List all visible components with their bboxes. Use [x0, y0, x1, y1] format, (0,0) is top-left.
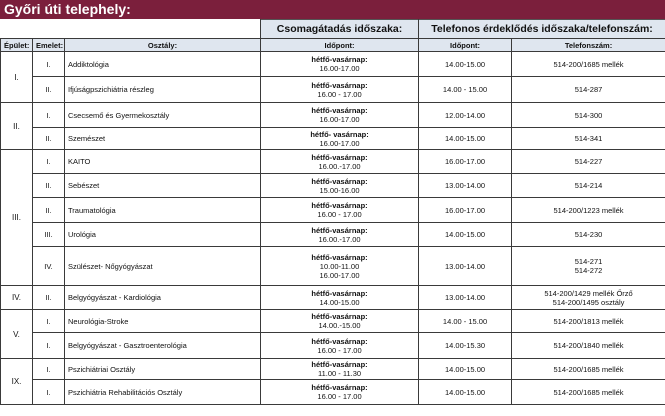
hours-label: 16.00 - 17.00	[317, 345, 362, 355]
floor-cell: II.	[33, 198, 65, 223]
phone-time-cell: 13.00-14.00	[419, 286, 512, 310]
header-package-time: Időpont:	[261, 39, 419, 52]
hours-label: 11.00 - 11.30	[317, 369, 362, 378]
department-cell: Szülészet- Nőgyógyászat	[65, 247, 261, 286]
hours-label: 16.00 - 17.00	[317, 392, 362, 401]
department-cell: Szemészet	[65, 128, 261, 150]
floor-cell: I.	[33, 52, 65, 77]
header-package-period: Csomagátadás időszaka:	[261, 20, 419, 39]
phone-time-cell: 14.00-15.30	[419, 333, 512, 359]
table-row	[1, 198, 665, 223]
hours-label: 10.00-11.00	[319, 261, 360, 271]
department-cell: Urológia	[65, 223, 261, 247]
days-label: hétfő-vasárnap:	[311, 152, 368, 162]
package-time-cell	[261, 174, 419, 198]
floor-cell: I.	[33, 333, 65, 359]
phone-number: 514-341	[574, 134, 603, 143]
table-row	[1, 247, 665, 286]
days-label: hétfő-vasárnap:	[311, 383, 368, 392]
package-time-cell	[261, 77, 419, 103]
package-time-cell	[261, 380, 419, 405]
table-row	[1, 359, 665, 380]
hours-label: 14.00-15.00	[319, 297, 360, 307]
floor-cell: I.	[33, 150, 65, 174]
days-label: hétfő-vasárnap:	[311, 360, 368, 369]
department-cell: Traumatológia	[65, 198, 261, 223]
header-department: Osztály:	[65, 39, 261, 52]
phone-number-cell	[512, 52, 665, 77]
hours-label: 14.00.-15.00	[318, 321, 361, 330]
table-row	[1, 77, 665, 103]
phone-time-cell: 14.00-15.00	[419, 359, 512, 380]
package-time-cell	[261, 52, 419, 77]
table-row	[1, 128, 665, 150]
table-row	[1, 174, 665, 198]
schedule-table	[0, 19, 665, 405]
phone-time-cell: 14.00 - 15.00	[419, 310, 512, 333]
phone-number: 514-200/1495 osztály	[552, 297, 625, 307]
department-cell: KAITO	[65, 150, 261, 174]
phone-number: 514-287	[574, 85, 603, 94]
table-row	[1, 150, 665, 174]
table-row	[1, 380, 665, 405]
phone-number-cell	[512, 77, 665, 103]
building-cell: V.	[1, 310, 33, 359]
phone-time-cell: 14.00-15.00	[419, 380, 512, 405]
days-label: hétfő-vasárnap:	[311, 252, 368, 262]
phone-number-cell	[512, 150, 665, 174]
floor-cell: I.	[33, 380, 65, 405]
package-time-cell	[261, 128, 419, 150]
phone-number-cell	[512, 223, 665, 247]
floor-cell: II.	[33, 128, 65, 150]
phone-number: 514-271	[574, 257, 603, 266]
department-cell: Ifjúságpszichiátria részleg	[65, 77, 261, 103]
department-cell: Pszichiátriai Osztály	[65, 359, 261, 380]
phone-number-cell	[512, 103, 665, 128]
days-label: hétfő-vasárnap:	[311, 288, 368, 298]
phone-number-cell	[512, 174, 665, 198]
hours-label: 16.00-17.00	[319, 64, 360, 73]
phone-number-cell	[512, 359, 665, 380]
hours-label: 16.00-17.00	[319, 270, 360, 280]
phone-number-cell	[512, 198, 665, 223]
phone-time-cell: 14.00-15.00	[419, 128, 512, 150]
phone-number: 514-200/1685 mellék	[553, 364, 624, 374]
department-cell: Csecsemő és Gyermekosztály	[65, 103, 261, 128]
days-label: hétfő-vasárnap:	[311, 106, 368, 115]
phone-number: 514-214	[574, 181, 603, 190]
schedule-body	[1, 52, 665, 405]
phone-number-cell	[512, 333, 665, 359]
floor-cell: IV.	[33, 247, 65, 286]
header-floor: Emelet:	[33, 39, 65, 52]
department-cell: Sebészet	[65, 174, 261, 198]
phone-number: 514-300	[574, 110, 603, 120]
phone-number: 514-230	[574, 230, 603, 239]
hours-label: 15.00-16.00	[319, 185, 360, 195]
floor-cell: III.	[33, 223, 65, 247]
table-row	[1, 310, 665, 333]
table-row	[1, 103, 665, 128]
phone-number: 514-200/1223 mellék	[553, 205, 624, 215]
phone-number-cell	[512, 128, 665, 150]
phone-number-cell	[512, 247, 665, 286]
phone-number: 514-200/1840 mellék	[553, 341, 624, 350]
days-label: hétfő-vasárnap:	[311, 312, 368, 321]
page-title: Győri úti telephely:	[0, 0, 665, 19]
floor-cell: I.	[33, 103, 65, 128]
hours-label: 16.00.-17.00	[318, 161, 361, 171]
phone-time-cell: 14.00-15.00	[419, 223, 512, 247]
package-time-cell	[261, 333, 419, 359]
hours-label: 16.00-17.00	[319, 138, 360, 148]
package-time-cell	[261, 310, 419, 333]
header-blank	[1, 20, 261, 39]
phone-number: 514-272	[574, 266, 603, 275]
header-phone-period: Telefonos érdeklődés időszaka/telefonszám:	[419, 20, 665, 39]
hours-label: 16.00.-17.00	[318, 234, 361, 244]
phone-number: 514-227	[574, 157, 603, 166]
days-label: hétfő-vasárnap:	[311, 176, 368, 186]
days-label: hétfő-vasárnap:	[311, 225, 368, 235]
floor-cell: I.	[33, 359, 65, 380]
table-row	[1, 52, 665, 77]
department-cell: Belgyógyászat - Gasztroenterológia	[65, 333, 261, 359]
phone-time-cell: 13.00-14.00	[419, 247, 512, 286]
phone-number-cell	[512, 286, 665, 310]
floor-cell: II.	[33, 286, 65, 310]
phone-number: 514-200/1685 mellék	[553, 59, 624, 69]
department-cell: Addiktológia	[65, 52, 261, 77]
department-cell: Belgyógyászat - Kardiológia	[65, 286, 261, 310]
phone-number: 514-200/1429 mellék Őrző	[544, 288, 633, 298]
package-time-cell	[261, 247, 419, 286]
days-label: hétfő-vasárnap:	[311, 336, 368, 346]
phone-number-cell	[512, 310, 665, 333]
hours-label: 16.00-17.00	[319, 115, 360, 124]
building-cell: I.	[1, 52, 33, 103]
days-label: hétfő-vasárnap:	[311, 201, 368, 210]
package-time-cell	[261, 103, 419, 128]
days-label: hétfő-vasárnap:	[311, 55, 368, 64]
floor-cell: II.	[33, 77, 65, 103]
days-label: hétfő- vasárnap:	[310, 129, 369, 139]
department-cell: Neurológia-Stroke	[65, 310, 261, 333]
building-cell: III.	[1, 150, 33, 286]
phone-time-cell: 14.00 - 15.00	[419, 77, 512, 103]
header-phone-time: Időpont:	[419, 39, 512, 52]
package-time-cell	[261, 150, 419, 174]
package-time-cell	[261, 223, 419, 247]
floor-cell: II.	[33, 174, 65, 198]
phone-time-cell: 16.00-17.00	[419, 198, 512, 223]
building-cell: II.	[1, 103, 33, 150]
hours-label: 16.00 - 17.00	[317, 89, 362, 99]
floor-cell: I.	[33, 310, 65, 333]
department-cell: Pszichiátria Rehabilitációs Osztály	[65, 380, 261, 405]
days-label: hétfő-vasárnap:	[311, 80, 368, 90]
header-phone-number: Telefonszám:	[512, 39, 665, 52]
table-row	[1, 333, 665, 359]
table-row	[1, 286, 665, 310]
header-building: Épület:	[1, 39, 33, 52]
phone-number: 514-200/1685 mellék	[553, 387, 624, 397]
phone-number-cell	[512, 380, 665, 405]
phone-time-cell: 16.00-17.00	[419, 150, 512, 174]
phone-time-cell: 12.00-14.00	[419, 103, 512, 128]
package-time-cell	[261, 198, 419, 223]
package-time-cell	[261, 286, 419, 310]
package-time-cell	[261, 359, 419, 380]
phone-time-cell: 13.00-14.00	[419, 174, 512, 198]
phone-number: 514-200/1813 mellék	[553, 316, 624, 326]
hours-label: 16.00 - 17.00	[317, 210, 362, 219]
building-cell: IV.	[1, 286, 33, 310]
building-cell: IX.	[1, 359, 33, 405]
table-row	[1, 223, 665, 247]
phone-time-cell: 14.00-15.00	[419, 52, 512, 77]
